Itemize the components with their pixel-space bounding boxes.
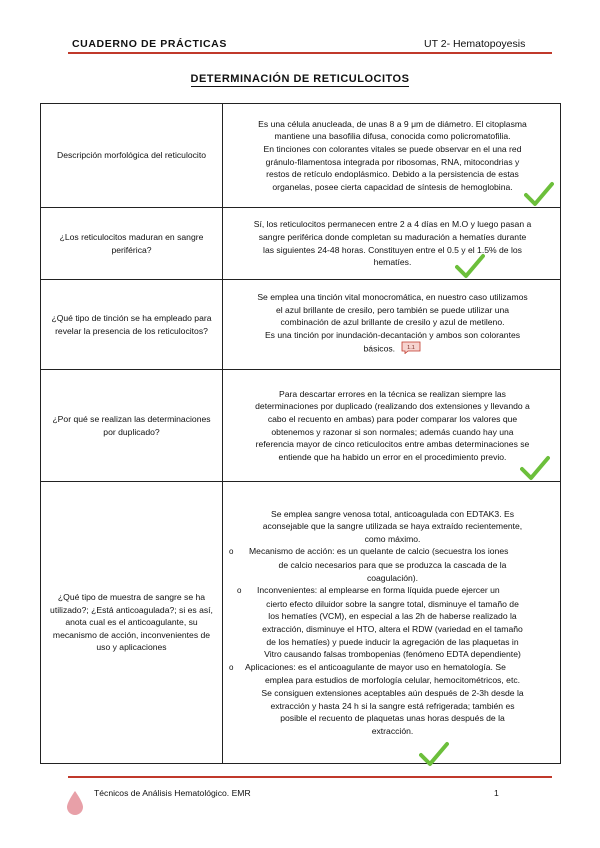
checkmark-icon [524,181,554,207]
answer-line [229,341,556,358]
footer-text: Técnicos de Análisis Hematológico. EMR [94,788,251,798]
page-title: DETERMINACIÓN DE RETICULOCITOS [190,73,410,85]
bullet-marker: o [229,547,234,557]
bullet-line: Se consiguen extensiones aceptables aún después de 2-3h desde la [261,687,524,698]
footer-divider [68,776,552,778]
answer-line: hematíes. [373,257,412,268]
answer-line: entiende que ha habido un error en el procedimiento previo. [278,451,507,462]
question-cell: ¿Qué tipo de muestra de sangre se ha utilizado?; ¿Está anticoagulada?; si es así, anota cual es el anticoagulante, su mecanismo de acción, inconvenientes de uso y aplicaciones [41,482,223,764]
bullet-line: emplea para estudios de morfología celular, hemocitométricos, etc. [264,675,521,686]
answer-line: mantiene una basofilia difusa, conocida como policromatofilia. [274,131,511,142]
answer-line: el azul brillante de cresilo, pero también se puede utilizar una [275,304,510,315]
question-cell: ¿Por qué se realizan las determinaciones por duplicado? [41,370,223,482]
checkmark-icon [520,455,550,481]
header-unit: UT 2- Hematopoyesis [424,38,526,50]
bullet-line: de los hematíes) y puede inducir la agregación de las plaquetas in [266,636,519,647]
answer-line: cabo el recuento en ambas) para poder comparar los valores que [267,413,518,424]
list-item [229,661,556,738]
answer-line: las siguientes 24-48 horas. Constituyen entre el 0.5 y el 1.5% de los [263,244,522,255]
answer-line: Es una célula anucleada, de unas 8 a 9 μm de diámetro. El citoplasma [258,118,527,129]
bullet-line: Aplicaciones: es el anticoagulante de mayor uso en hematología. Se [245,661,506,672]
answer-cell [223,208,561,280]
bullet-line: Inconvenientes: al emplearse en forma líquida puede ejercer un [257,585,500,596]
anticoagulant-details-list [229,545,556,737]
bullet-line: cierto efecto diluidor sobre la sangre total, disminuye el tamaño de [266,598,519,609]
answer-line: gránulo-filamentosa integrada por ribosomas, RNA, mitocondrias y [265,156,520,167]
table-row [41,280,561,370]
answer-line: aconsejable que la sangre utilizada se haya extraído recientemente, [262,521,523,532]
answer-line: Es una tinción por inundación-decantación y ambos son colorantes [264,329,521,340]
checkmark-icon [419,741,449,767]
bullet-line: extracción y hasta 24 h si la sangre está refrigerada; también es [270,700,515,711]
answer-line-text: básicos. [363,343,396,354]
answer-line: determinaciones por duplicado (realizando dos extensiones y llevando a [255,401,530,412]
bullet-line: Mecanismo de acción: es un quelante de calcio (secuestra los iones [249,546,509,557]
header-divider [68,52,552,54]
blood-drop-icon [66,790,84,821]
answer-line: referencia mayor de cinco reticulocitos entre ambas determinaciones se [255,439,530,450]
answer-cell [223,104,561,208]
list-item [229,584,556,661]
question-cell: ¿Qué tipo de tinción se ha empleado para revelar la presencia de los reticulocitos? [41,280,223,370]
question-cell: Descripción morfológica del reticulocito [41,104,223,208]
table-row [41,208,561,280]
answer-line: combinación de azul brillante de cresilo y azul de metileno. [280,317,505,328]
answer-line: sangre periférica donde completan su maduración a hematíes durante [258,231,527,242]
answer-line: Para descartar errores en la técnica se realizan siempre las [279,388,506,399]
answer-line: En tinciones con colorantes vitales se puede observar en el una red [263,143,522,154]
table-row [41,482,561,764]
answer-line: obtenemos y razonar si son normales; además cuando hay una [271,426,514,437]
answer-cell [223,370,561,482]
header-notebook-title: CUADERNO DE PRÁCTICAS [72,38,227,50]
answer-line: restos de retículo endoplásmico. Debido a la persistencia de estas [266,169,519,180]
answer-line: Sí, los reticulocitos permanecen entre 2 a 4 días en M.O y luego pasan a [253,219,532,230]
comment-icon[interactable] [401,341,421,358]
table-row [41,370,561,482]
answer-line: Se emplea una tinción vital monocromática, en nuestro caso utilizamos [257,292,528,303]
page-number: 1 [494,788,499,798]
bullet-line: extracción. [371,725,414,736]
bullet-line: extracción, disminuye el HTO, altera el RDW (variedad en el tamaño [262,624,523,634]
table-row [41,104,561,208]
bullet-line: coagulación). [366,572,419,583]
list-item [229,545,556,584]
bullet-marker: o [237,586,242,596]
answer-line: Se emplea sangre venosa total, anticoagulada con EDTAK3. Es [271,508,514,519]
answer-line: organelas, posee cierta capacidad de síntesis de hemoglobina. [272,181,513,192]
checkmark-icon [455,253,485,279]
bullet-marker: o [229,662,234,672]
answer-cell [223,280,561,370]
bullet-line: Vitro causando falsas trombopenias (fenómeno EDTA dependiente) [264,649,521,660]
question-cell: ¿Los reticulocitos maduran en sangre periférica? [41,208,223,280]
answer-cell [223,482,561,764]
bullet-line: posible el recuento de plaquetas unas horas después de la [280,713,505,724]
qa-table [40,103,561,764]
comment-label: 1.1 [407,345,416,352]
answer-line: como máximo. [364,533,421,544]
bullet-line: los hematíes (VCM), en especial a las 2h de haberse realizado la [268,611,517,622]
bullet-line: de calcio necesarios para que se produzca la cascada de la [278,560,507,571]
